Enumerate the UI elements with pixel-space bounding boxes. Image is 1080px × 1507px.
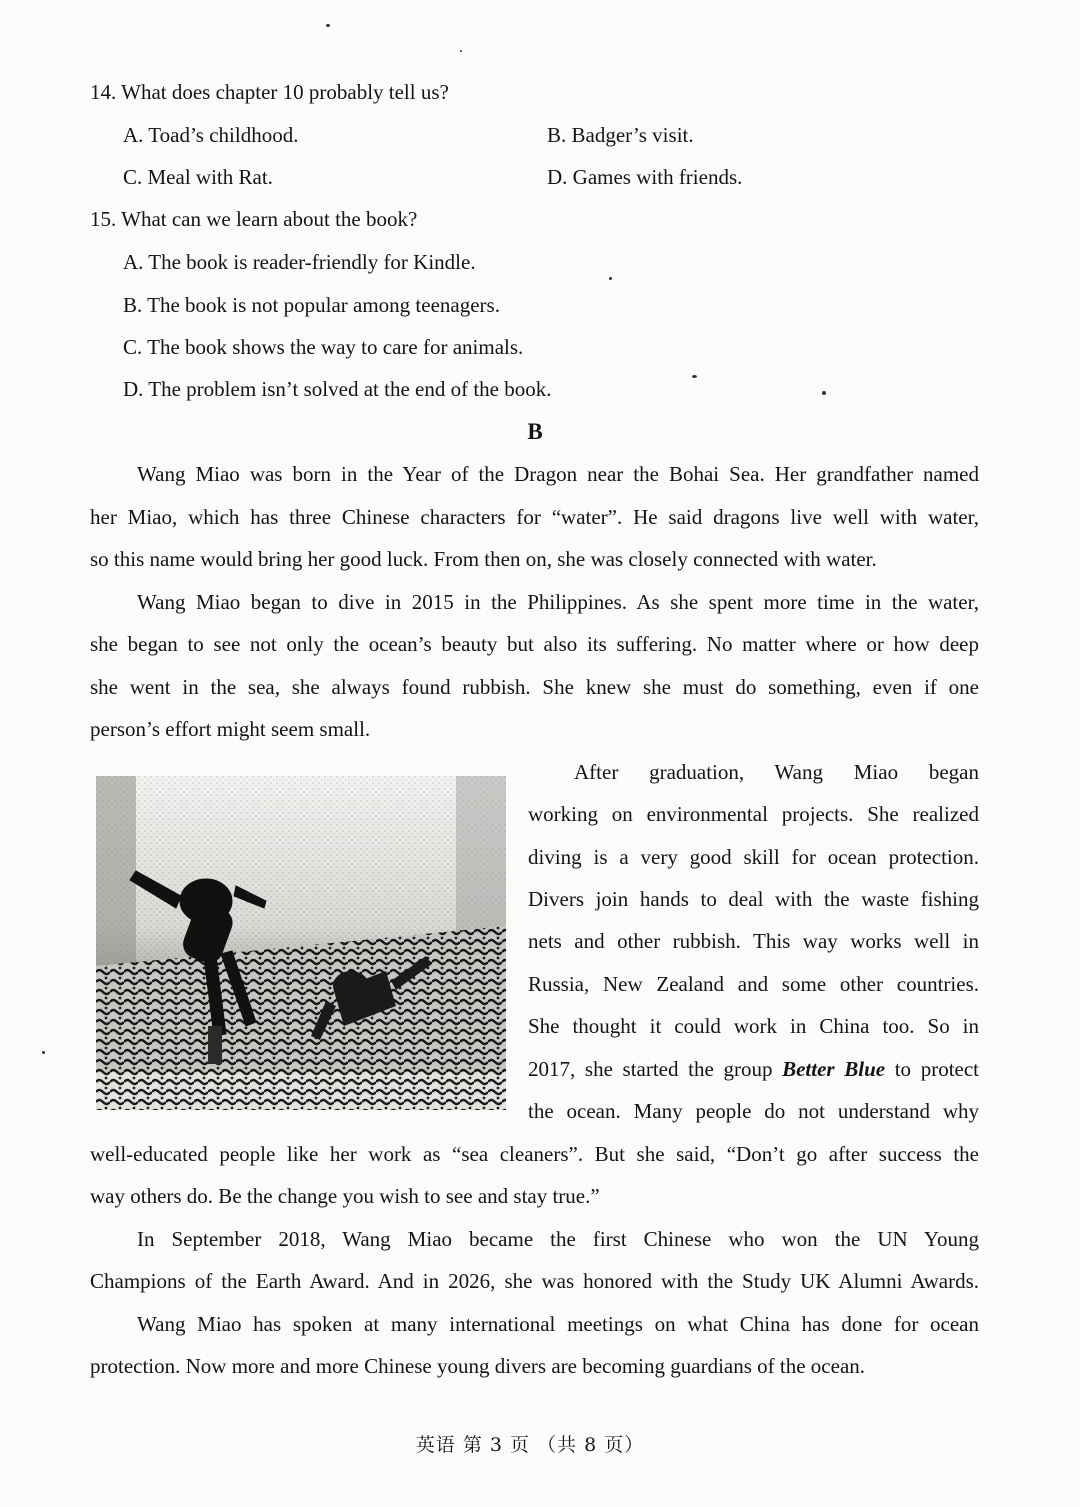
passage-line: Wang Miao was born in the Year of the Dragon near the Bohai Sea. Her grandfather named [137,462,979,486]
question-14-option-c[interactable]: C. Meal with Rat. [123,165,273,189]
passage-line: Wang Miao began to dive in 2015 in the Philippines. As she spent more time in the water, [137,590,979,614]
passage-line: Divers join hands to deal with the waste fishing [528,887,979,911]
question-14-stem: 14. What does chapter 10 probably tell us? [90,80,449,104]
question-15-option-b[interactable]: B. The book is not popular among teenagers. [123,293,500,317]
passage-line: she began to see not only the ocean’s beauty but also its suffering. No matter where or how deep [90,632,979,656]
passage-line: Wang Miao has spoken at many international meetings on what China has done for ocean [137,1312,979,1336]
question-15-option-d[interactable]: D. The problem isn’t solved at the end of the book. [123,377,552,401]
section-heading: B [527,419,543,444]
passage-line: way others do. Be the change you wish to see and stay true.” [90,1184,600,1208]
passage-line: nets and other rubbish. This way works well in [528,929,979,953]
passage-line-better-blue [528,1059,979,1080]
passage-line: she went in the sea, she always found rubbish. She knew she must do something, even if one [90,675,979,699]
question-14-option-a[interactable]: A. Toad’s childhood. [123,123,299,147]
passage-line: She thought it could work in China too. So in [528,1014,979,1038]
text-span: 2017, she started the group [528,1057,783,1081]
text-span: to protect [885,1057,980,1081]
group-name-better-blue: Better Blue [782,1057,886,1081]
passage-line: the ocean. Many people do not understand why [528,1099,979,1123]
passage-line: well-educated people like her work as “sea cleaners”. But she said, “Don’t go after success the [90,1142,979,1166]
passage-line: In September 2018, Wang Miao became the first Chinese who won the UN Young [137,1227,979,1251]
divers-photo [96,776,506,1110]
page-footer: 英语 第 3 页 （共 8 页） [415,1434,645,1456]
scan-speck [42,1051,45,1054]
scan-speck [460,50,462,52]
divers-illustration [96,776,506,1110]
question-15-option-a[interactable]: A. The book is reader-friendly for Kindle. [123,250,476,274]
question-15-option-c[interactable]: C. The book shows the way to care for animals. [123,335,524,359]
passage-line: Champions of the Earth Award. And in 2026, she was honored with the Study UK Alumni Awards. [90,1269,979,1293]
scan-speck [822,391,826,395]
passage-line: After graduation, Wang Miao began [574,760,979,784]
scan-speck [692,375,697,378]
question-15-stem: 15. What can we learn about the book? [90,207,418,231]
passage-line: diving is a very good skill for ocean protection. [528,845,979,869]
question-14-option-d[interactable]: D. Games with friends. [547,165,743,189]
passage-line: so this name would bring her good luck. From then on, she was closely connected with water. [90,547,877,571]
scan-speck [326,24,330,27]
passage-line: person’s effort might seem small. [90,717,371,741]
question-14-option-b[interactable]: B. Badger’s visit. [547,123,694,147]
passage-line: her Miao, which has three Chinese characters for “water”. He said dragons live well with water, [90,505,979,529]
scan-speck [609,277,612,280]
passage-line: protection. Now more and more Chinese young divers are becoming guardians of the ocean. [90,1354,866,1378]
passage-line: working on environmental projects. She realized [528,802,979,826]
passage-line: Russia, New Zealand and some other countries. [528,972,979,996]
